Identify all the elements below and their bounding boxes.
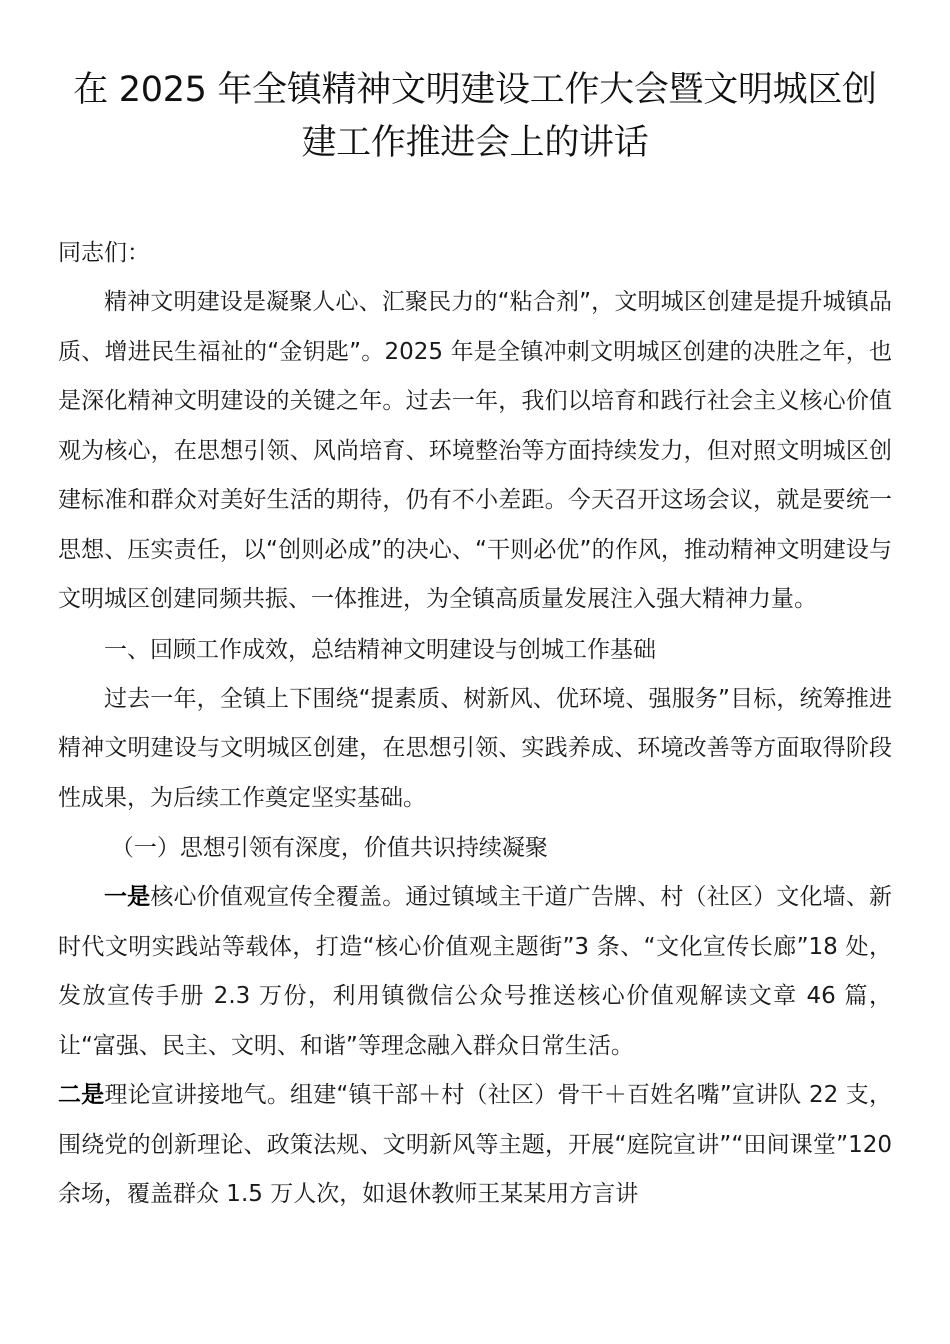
item-1-text: 核心价值观宣传全覆盖。通过镇域主干道广告牌、村（社区）文化墙、新时代文明实践站等载体，打造“核心价值观主题街”3 条、“文化宣传长廊”18 处，发放宣传手册 2.3 万份，利用镇微信公众号推送核心价值观解读文章 46 篇，让“富强、民主、文明、和谐”等理念融入群众日常生活。 — [58, 884, 893, 1059]
item-1-paragraph — [58, 873, 892, 1071]
section-1-heading: 一、回顾工作成效，总结精神文明建设与创城工作基础 — [104, 636, 656, 663]
title-line-1: 在 2025 年全镇精神文明建设工作大会暨文明城区创 — [73, 70, 877, 110]
salutation: 同志们： — [58, 240, 150, 266]
item-1-lead: 一是 — [104, 884, 151, 910]
title-line-2: 建工作推进会上的讲话 — [301, 123, 649, 163]
document-title — [58, 64, 892, 170]
item-2-lead: 二是 — [58, 1082, 105, 1108]
subsection-1-heading: （一）思想引领有深度，价值共识持续凝聚 — [110, 835, 548, 861]
intro-paragraph: 精神文明建设是凝聚人心、汇聚民力的“粘合剂”，文明城区创建是提升城镇品质、增进民生福祉的“金钥匙”。2025 年是全镇冲刺文明城区创建的决胜之年，也是深化精神文明建设的关键之年。过去一年，我们以培育和践行社会主义核心价值观为核心，在思想引领、风尚培育、环境整治等方面持续发力，但对照文明城区创建标准和群众对美好生活的期待，仍有不小差距。今天召开这场会议，就是要统一思想、压实责任，以“创则必成”的决心、“干则必优”的作风，推动精神文明建设与文明城区创建同频共振、一体推进，为全镇高质量发展注入强大精神力量。 — [58, 289, 892, 612]
item-2-paragraph — [58, 1071, 892, 1220]
section-1-summary: 过去一年，全镇上下围绕“提素质、树新风、优环境、强服务”目标，统筹推进精神文明建设与文明城区创建，在思想引领、实践养成、环境改善等方面取得阶段性成果，为后续工作奠定坚实基础。 — [58, 685, 892, 811]
item-2-text: 理论宣讲接地气。组建“镇干部＋村（社区）骨干＋百姓名嘴”宣讲队 22 支，围绕党的创新理论、政策法规、文明新风等主题，开展“庭院宣讲”“田间课堂”120 余场，覆盖群众 1.5 万人次，如退休教师王某某用方言讲 — [58, 1082, 892, 1207]
